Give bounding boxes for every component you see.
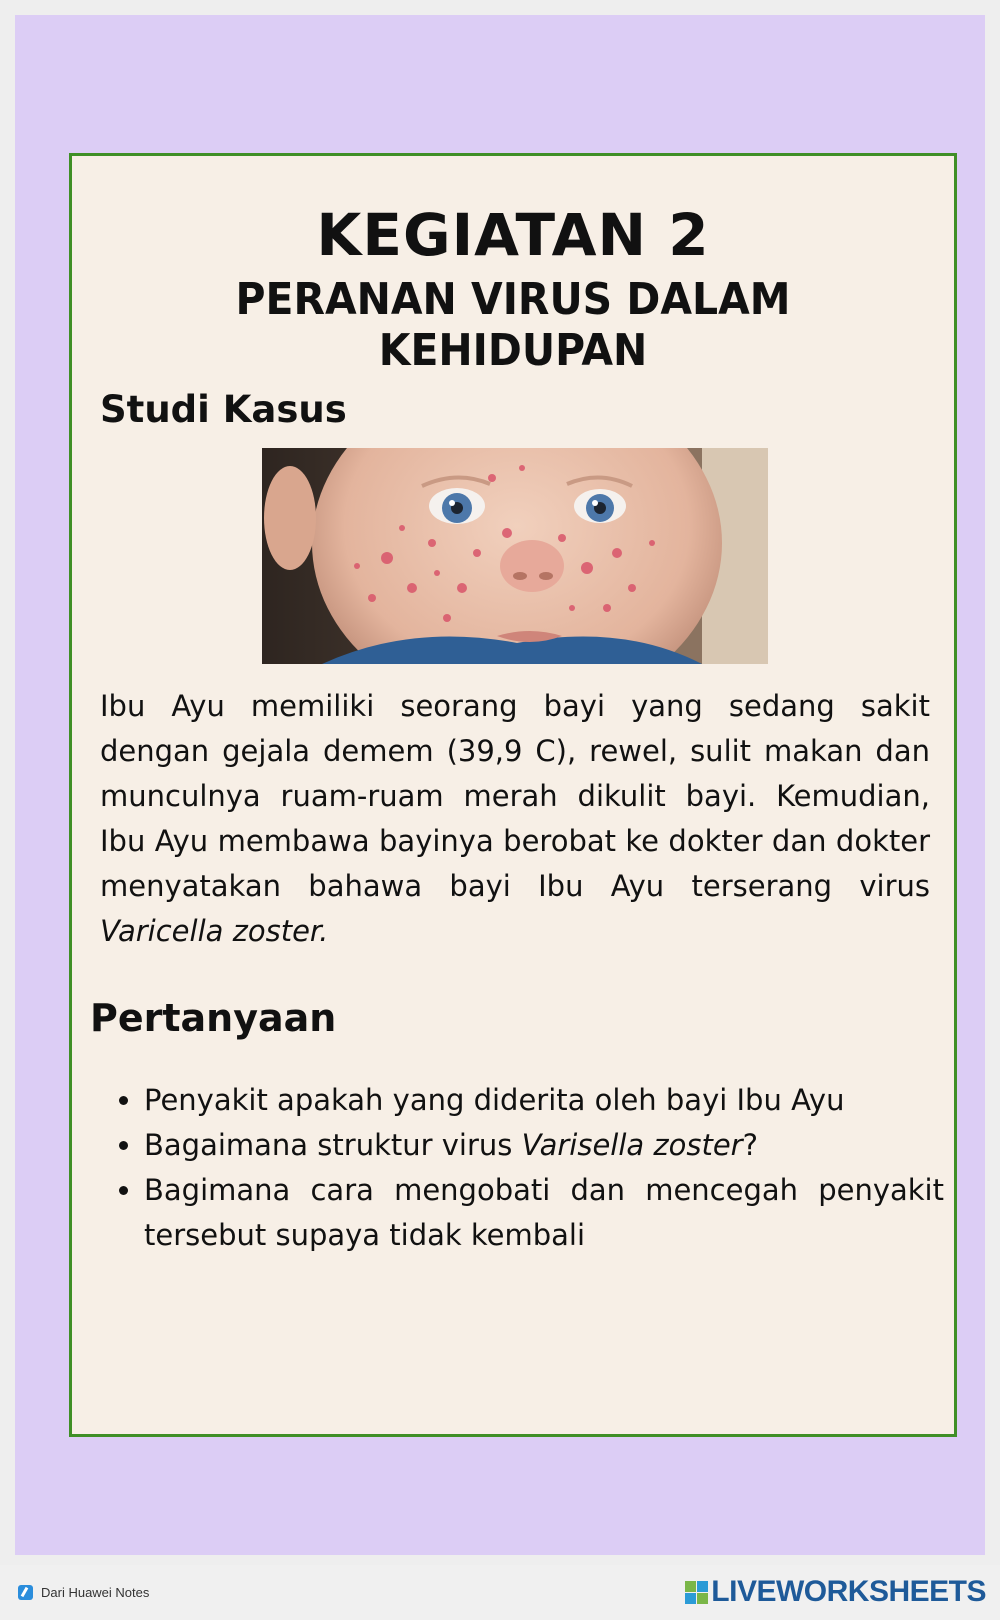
source-note-text: Dari Huawei Notes — [41, 1585, 150, 1600]
question-item: • Penyakit apakah yang diderita oleh bayi Ibu Ayu — [144, 1078, 944, 1123]
page-title: KEGIATAN 2 — [316, 201, 710, 269]
liveworksheets-grid-icon — [685, 1581, 708, 1604]
brand-name: LIVEWORKSHEETS — [711, 1575, 986, 1608]
page-subtitle: PERANAN VIRUS DALAM KEHIDUPAN — [235, 274, 791, 376]
questions-heading: Pertanyaan — [90, 996, 337, 1040]
case-virus-name: Varicella zoster. — [100, 914, 329, 948]
source-note — [18, 1585, 149, 1600]
liveworksheets-logo[interactable] — [685, 1575, 986, 1609]
baby-rash-illustration — [262, 448, 768, 664]
virus-name-italic: Varisella zoster — [521, 1128, 743, 1162]
footer-bar — [0, 1565, 1000, 1620]
page-background — [15, 15, 985, 1555]
question-item: • Bagaimana struktur virus Varisella zoster? — [144, 1123, 944, 1168]
case-story-text — [100, 684, 930, 954]
questions-list — [118, 1078, 944, 1258]
question-item: • Bagimana cara mengobati dan mencegah penyakit tersebut supaya tidak kembali — [144, 1168, 944, 1258]
notes-app-icon — [18, 1585, 33, 1600]
case-story-body: Ibu Ayu memiliki seorang bayi yang sedang sakit dengan gejala demem (39,9 C), rewel, sulit makan dan munculnya ruam-ruam merah dikulit bayi. Kemudian, Ibu Ayu membawa bayinya berobat ke dokter dan dokter menyatakan bahawa bayi Ibu Ayu terserang virus — [100, 689, 930, 903]
worksheet-card — [69, 153, 957, 1437]
case-study-heading: Studi Kasus — [100, 388, 347, 431]
case-photo — [262, 448, 768, 664]
